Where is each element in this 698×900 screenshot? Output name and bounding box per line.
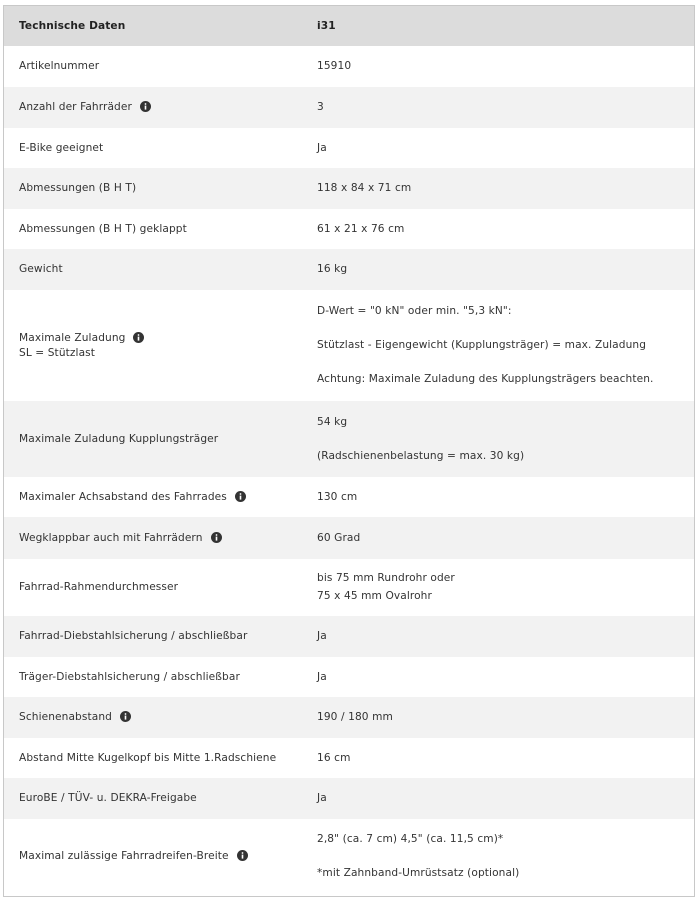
row-label: Träger-Diebstahlsicherung / abschließbar [19, 670, 240, 683]
row-value: 16 kg [302, 249, 694, 290]
info-icon[interactable] [140, 101, 151, 112]
table-row [4, 819, 694, 893]
row-label: Anzahl der Fahrräder [19, 101, 132, 113]
table-row [4, 87, 694, 128]
row-value: Ja [302, 616, 694, 657]
row-value: 190 / 180 mm [302, 697, 694, 738]
info-icon[interactable] [120, 711, 131, 722]
row-value: Ja [317, 141, 327, 154]
row-value-line: Stützlast - Eigengewicht (Kupplungsträger) = max. Zuladung [317, 339, 647, 351]
row-value: Ja [302, 778, 694, 819]
table-row [4, 616, 694, 657]
table-row [4, 477, 694, 517]
row-label: Wegklappbar auch mit Fahrrädern [19, 531, 203, 544]
row-value-line: D-Wert = "0 kN" oder min. "5,3 kN": [317, 305, 512, 317]
row-label: Fahrrad-Rahmendurchmesser [19, 581, 179, 593]
row-value: 61 x 21 x 76 cm [317, 222, 405, 235]
row-label: E-Bike geeignet [19, 141, 104, 154]
info-icon[interactable] [235, 491, 246, 502]
table-row [4, 249, 694, 290]
row-value-line: *mit Zahnband-Umrüstsatz (optional) [317, 866, 520, 879]
table-row [4, 168, 694, 209]
row-value: 60 Grad [302, 517, 694, 559]
table-row [4, 657, 694, 697]
row-value: 15910 [317, 60, 352, 72]
table-row [4, 778, 694, 819]
row-value: 118 x 84 x 71 cm [302, 168, 694, 209]
row-label: Abmessungen (B H T) geklappt [19, 222, 187, 235]
table-row [4, 209, 694, 249]
table-row [4, 290, 694, 401]
row-label: Gewicht [4, 249, 302, 290]
row-value-line: bis 75 mm Rundrohr oder [317, 572, 455, 584]
info-icon[interactable] [237, 850, 248, 861]
row-label: Abstand Mitte Kugelkopf bis Mitte 1.Radschiene [19, 751, 277, 764]
row-label: Maximale Zuladung Kupplungsträger [4, 401, 302, 477]
row-value-line: (Radschienenbelastung = max. 30 kg) [317, 449, 525, 462]
row-value-line: 75 x 45 mm Ovalrohr [317, 590, 432, 602]
table-row [4, 517, 694, 559]
table-header-row [4, 6, 694, 46]
table-row [4, 697, 694, 738]
row-label: Maximale Zuladung [19, 331, 126, 344]
table-row [4, 559, 694, 616]
row-label-secondary: SL = Stützlast [19, 346, 96, 359]
row-label: Schienenabstand [19, 711, 112, 723]
spec-table [4, 6, 694, 893]
row-label: Maximaler Achsabstand des Fahrrades [19, 490, 227, 503]
row-label: Maximal zulässige Fahrradreifen-Breite [19, 849, 229, 862]
row-label: Artikelnummer [19, 60, 100, 72]
row-value: 130 cm [317, 490, 358, 503]
row-label: Abmessungen (B H T) [4, 168, 302, 209]
info-icon[interactable] [133, 332, 144, 343]
row-value: 16 cm [317, 751, 351, 764]
table-row [4, 128, 694, 168]
row-label: Fahrrad-Diebstahlsicherung / abschließbar [4, 616, 302, 657]
table-row [4, 738, 694, 778]
row-value-line: 54 kg [317, 415, 348, 428]
info-icon[interactable] [211, 532, 222, 543]
row-value: Ja [317, 670, 327, 683]
row-label: EuroBE / TÜV- u. DEKRA-Freigabe [4, 778, 302, 819]
row-value-line: Achtung: Maximale Zuladung des Kupplungsträgers beachten. [317, 373, 654, 385]
header-model: i31 [302, 6, 694, 46]
table-row [4, 46, 694, 87]
table-row [4, 401, 694, 477]
row-value-line: 2,8" (ca. 7 cm) 4,5" (ca. 11,5 cm)* [317, 832, 504, 845]
row-value: 3 [302, 87, 694, 128]
spec-table-container [3, 5, 695, 897]
header-label: Technische Daten [4, 6, 302, 46]
